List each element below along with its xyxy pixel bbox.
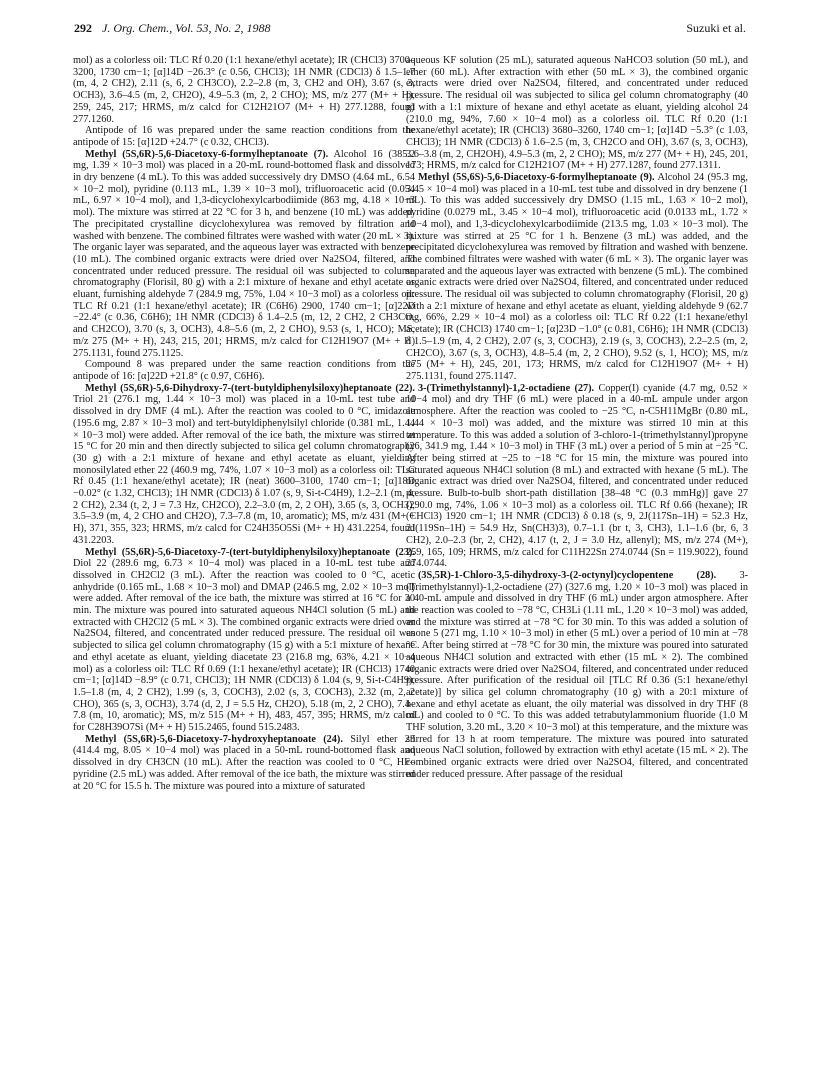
paragraph: [406, 570, 748, 781]
paragraph: [73, 359, 415, 382]
section-heading: Methyl (5S,6R)-5,6-Diacetoxy-7-hydroxyheptanoate (24).: [85, 733, 343, 745]
journal-citation: J. Org. Chem., Vol. 53, No. 2, 1988: [102, 21, 271, 35]
paragraph-text: aqueous KF solution (25 mL), saturated aqueous NaHCO3 solution (50 mL), and ether (60 mL). After extraction with ether (50 mL × 3), the combined organic extracts were dried over Na2SO4, filtered, and concentrated under reduced pressure. The residual oil was subjected to silica gel column chromatography (40 g) with a 1:1 mixture of hexane and ethyl acetate as eluant, yielding alcohol 24 (210.0 mg, 94%, 7.60 × 10−4 mol) as a colorless oil. TLC Rf 0.20 (1:1 hexane/ethyl acetate); IR (CHCl3) 3680–3260, 1740 cm−1; [α]14D −5.3° (c 1.03, CHCl3); 1H NMR (CDCl3) δ 1.6–2.5 (m, 3, CH2CO and OH), 3.67 (s, 3, OCH3), 3.6–3.8 (m, 2, CH2OH), 4.9–5.3 (m, 2, 2 CHO); MS, m/z 277 (M+ + H), 245, 201, 173; HRMS, m/z calcd for C12H21O7 (M+ + H) 277.1287, found 277.1311.: [406, 55, 748, 172]
paragraph-text: Triol 21 (276.1 mg, 1.44 × 10−3 mol) was placed in a 10-mL test tube and dissolved in dry DMF (4 mL). After the reaction was cooled to 0 °C, imidazole (195.6 mg, 2.87 × 10−3 mol) and tert-butyldiphenylsilyl chloride (0.381 mL, 1.44 × 10−3 mol) were added. After removal of the ice bath, the mixture was stirred at 15 °C for 20 min and then directly subjected to silica gel column chromatography (30 g) with a 2:1 mixture of hexane and ethyl acetate as eluant, yielding monosilylated ether 22 (460.9 mg, 74%, 1.07 × 10−3 mol) as a colorless oil: TLC Rf 0.45 (1:1 hexane/ethyl acetate); IR (neat) 3600–3100, 1740 cm−1; [α]18D −0.02° (c 1.32, CHCl3); 1H NMR (CDCl3) δ 1.07 (s, 9, Si-t-C4H9), 1.2–2.1 (m, 4, 2 CH2), 2.34 (t, 2, J = 7.3 Hz, CH2CO), 2.2–3.0 (m, 2, 2 OH), 3.65 (s, 3, OCH3), 3.5–3.9 (m, 4, 2 CHO and CH2O), 7.3–7.8 (m, 10, aromatic); MS, m/z 431 (M+ + H), 371, 355, 323; HRMS, m/z calcd for C24H35O5Si (M+ + H) 431.2254, found 431.2203.: [73, 394, 415, 546]
paragraph-text: Diol 22 (289.6 mg, 6.73 × 10−4 mol) was placed in a 10-mL test tube and dissolved in CH2Cl2 (3 mL). After the reaction was cooled to 0 °C, acetic anhydride (0.165 mL, 1.68 × 10−3 mol) and DMAP (246.5 mg, 2.02 × 10−3 mol) were added. After removal of the ice bath, the mixture was stirred at 16 °C for 30 min. The mixture was poured into saturated aqueous NH4Cl solution (5 mL) and extracted with CH2Cl2 (5 mL × 3). The combined organic extracts were dried over Na2SO4, filtered, and concentrated under reduced pressure. The residual oil was subjected to silica gel column chromatography (15 g) with a 5:1 mixture of hexane and ethyl acetate as eluant, yielding diacetate 23 (216.8 mg, 63%, 4.21 × 10−4 mol) as a colorless oil: TLC Rf 0.69 (1:1 hexane/ethyl acetate); IR (CHCl3) 1740 cm−1; [α]14D −8.9° (c 0.71, CHCl3); 1H NMR (CDCl3) δ 1.04 (s, 9, Si-t-C4H9), 1.5–1.8 (m, 4, 2 CH2), 1.99 (s, 3, COCH3), 2.02 (s, 3, COCH3), 2.32 (m, 2, 2 CHO), 365 (s, 3, OCH3), 3.74 (d, 2, J = 5.5 Hz, CH2O), 5.18 (m, 2, 2 CHO), 7.4–7.8 (m, 10, aromatic); MS, m/z 515 (M+ + H), 483, 457, 395; HRMS, m/z calcd for C28H39O7Si (M+ + H) 515.2465, found 515.2483.: [73, 558, 415, 734]
page-number: 292: [74, 21, 92, 35]
paragraph-text: Copper(I) cyanide (4.7 mg, 0.52 × 10−4 mol) and dry THF (6 mL) were placed in a 40-mL ampule under argon atmosphere. After the reaction was cooled to −25 °C, n-C5H11MgBr (0.80 mL, 1.44 × 10−3 mol) was added, and the mixture was stirred 10 min at this temperature. To this was added a solution of 3-chloro-1-(trimethylstannyl)propyne (26, 341.9 mg, 1.44 × 10−3 mol) in THF (3 mL) over a period of 5 min at −25 °C. After being stirred at −25 to −18 °C for 15 min, the mixture was poured into saturated aqueous NH4Cl solution (8 mL) and extracted with hexane (5 mL). The organic extract was dried over Na2SO4, filtered, and concentrated under reduced pressure. Bulb-to-bulb short-path distillation [38–48 °C (0.3 mmHg)] gave 27 (290.0 mg, 74%, 1.06 × 10−3 mol) as a colorless oil. TLC Rf 0.66 (hexane); IR (CHCl3) 1920 cm−1; 1H NMR (CDCl3) δ 0.18 (s, 9, 2J(117Sn–1H) = 52.3 Hz, 2J(119Sn–1H) = 54.9 Hz, Sn(CH3)3), 0.7–1.1 (br t, 3, CH3), 1.1–1.6 (br, 6, 3 CH2), 2.0–2.3 (br, 2, CH2), 4.17 (t, 2, J = 3.0 Hz, allenyl); MS, m/z 274 (M+), 259, 165, 109; HRMS, m/z calcd for C11H22Sn 274.0744 (Sn = 119.9022), found 274.0744.: [406, 382, 749, 570]
paragraph-text: 3-(Trimethylstannyl)-1,2-octadiene (27) (327.6 mg, 1.20 × 10−3 mol) was placed in a 40-mL ampule and dissolved in dry THF (6 mL) under argon atmosphere. After the reaction was cooled to −78 °C, CH3Li (1.11 mL, 1.20 × 10−3 mol) was added, and the mixture was stirred at −78 °C for 30 min. To this was added a solution of enone 5 (271 mg, 1.10 × 10−3 mol) in ether (5 mL) over a period of 10 min at −78 °C. After being stirred at −78 °C for 30 min, the mixture was poured into saturated aqueous NH4Cl solution and extracted with ether (15 mL × 2). The combined organic extracts were dried over Na2SO4, filtered, and concentrated under reduced pressure. After purification of the residual oil [TLC Rf 0.36 (5:1 hexane/ethyl acetate)] by silica gel column chromatography (10 g) with a 20:1 mixture of hexane and ethyl acetate as eluant, the oily material was dissolved in dry THF (8 mL) and cooled to 0 °C. To this was added tetrabutylammonium fluoride (1.0 M THF solution, 3.20 mL, 3.20 × 10−3 mol) at this temperature, and the mixture was stirred for 13 h at room temperature. The mixture was poured into saturated aqueous NaCl solution, followed by extraction with ethyl acetate (15 mL × 2). The combined organic extracts were dried over Na2SO4, filtered, and concentrated under reduced pressure. After passage of the residual: [406, 569, 748, 780]
section-heading: Methyl (5S,6R)-5,6-Diacetoxy-7-(tert-butyldiphenylsiloxy)heptanoate (23).: [85, 546, 415, 558]
paragraph-text: Antipode of 16 was prepared under the same reaction conditions from the antipode of 15: [α]12D +24.7° (c 0.32, CHCl3).: [73, 125, 415, 148]
section-heading: Methyl (5S,6R)-5,6-Dihydroxy-7-(tert-butyldiphenylsiloxy)heptanoate (22).: [85, 382, 415, 394]
paragraph: [73, 383, 415, 547]
paragraph-text: Silyl ether 23 (414.4 mg, 8.05 × 10−4 mol) was placed in a 50-mL round-bottomed flask and dissolved in dry CH3CN (10 mL). After the reaction was cooled to 0 °C, HF–pyridine (2.5 mL) was added. After removal of the ice bath, the mixture was stirred at 20 °C for 15.5 h. The mixture was poured into a mixture of saturated: [73, 733, 416, 792]
paragraph: [406, 55, 748, 172]
section-heading: 3-(Trimethylstannyl)-1,2-octadiene (27).: [418, 382, 595, 394]
paragraph: [73, 125, 415, 148]
paragraph-text: Alcohol 24 (95.3 mg, 3.45 × 10−4 mol) was placed in a 10-mL test tube and dissolved in dry benzene (1 mL). To this was added successively dry DMSO (1.15 mL, 1.63 × 10−2 mol), pyridine (0.0279 mL, 3.45 × 10−4 mol), trifluoroacetic acid (0.0133 mL, 1.72 × 10−4 mol), and 1,3-dicyclohexylcarbodiimide (213.5 mg, 1.03 × 10−3 mol). The mixture was stirred at 25 °C for 1 h. Benzene (3 mL) was added, and the precipitated dicyclohexylurea was removed by filtration and washed with benzene. The combined filtrates were washed with water (6 mL × 3). The organic layer was separated and the aqueous layer was extracted with benzene (5 mL). The combined organic extracts were dried over Na2SO4, filtered, and concentrated under reduced pressure. The residual oil was subjected to column chromatography (Florisil, 20 g) with a 2:1 mixture of hexane and ethyl acetate as eluant, yielding aldehyde 9 (62.7 mg, 66%, 2.29 × 10−4 mol) as a colorless oil: TLC Rf 0.22 (1:1 hexane/ethyl acetate); IR (CHCl3) 1740 cm−1; [α]23D −1.0° (c 0.81, C6H6); 1H NMR (CDCl3) δ 1.5–1.9 (m, 4, 2 CH2), 2.07 (s, 3, COCH3), 2.19 (s, 3, COCH3), 2.2–2.5 (m, 2, CH2CO), 3.67 (s, 3, OCH3), 4.8–5.4 (m, 2, 2 CHO), 9.52 (s, 1, HCO); MS, m/z 275 (M+ + H), 245, 201, 173; HRMS, m/z calcd for C12H19O7 (M+ + H) 275.1131, found 275.1147.: [406, 172, 748, 382]
section-heading: (3S,5R)-1-Chloro-3,5-dihydroxy-3-(2-octynyl)cyclopentene (28).: [418, 569, 717, 581]
section-heading: Methyl (5S,6R)-5,6-Diacetoxy-6-formylheptanoate (7).: [85, 148, 329, 160]
paragraph: [406, 172, 748, 383]
running-header: [0, 21, 820, 43]
paragraph-text: Alcohol 16 (385.2 mg, 1.39 × 10−3 mol) was placed in a 20-mL round-bottomed flask and dissolved in dry benzene (4 mL). To this was added successively dry DMSO (4.64 mL, 6.54 × 10−2 mol), pyridine (0.113 mL, 1.39 × 10−3 mol), trifluoroacetic acid (0.054 mL, 6.97 × 10−4 mol), and 1,3-dicyclohexylcarbodiimide (863 mg, 4.18 × 10−3 mol). The mixture was stirred at 22 °C for 3 h, and benzene (10 mL) was added. The precipitated crystalline dicyclohexylurea was removed by filtration and washed with benzene. The combined filtrates were washed with water (20 mL × 3). The organic layer was separated, and the aqueous layer was extracted with benzene (10 mL). The combined organic extracts were dried over Na2SO4, filtered, and concentrated under reduced pressure. The residual oil was subjected to column chromatography (Florisil, 80 g) with a 2:1 mixture of hexane and ethyl acetate as eluant, furnishing aldehyde 7 (284.9 mg, 75%, 1.04 × 10−3 mol) as a colorless oil: TLC Rf 0.21 (1:1 hexane/ethyl acetate); IR (C6H6) 2900, 1740 cm−1; [α]22D −22.4° (c 0.36, C6H6); 1H NMR (CDCl3) δ 1.4–2.5 (m, 12, 2 CH2, 2 CH3CO, and CH2CO), 3.70 (s, 3, OCH3), 4.8–5.6 (m, 2, 2 CHO), 9.53 (s, 1, HCO); MS, m/z 275 (M+ + H), 243, 215, 201; HRMS, m/z calcd for C12H19O7 (M+ + H) 275.1131, found 275.1125.: [73, 148, 416, 359]
paragraph: [73, 547, 415, 734]
paragraph-text: Compound 8 was prepared under the same reaction conditions from the antipode of 16: [α]22D +21.8° (c 0.97, C6H6).: [73, 359, 415, 382]
section-heading: Methyl (5S,6S)-5,6-Diacetoxy-6-formylheptanoate (9).: [418, 172, 655, 184]
running-authors: Suzuki et al.: [686, 21, 746, 35]
left-column: [73, 55, 415, 792]
paragraph-text: mol) as a colorless oil: TLC Rf 0.20 (1:1 hexane/ethyl acetate); IR (CHCl3) 3700–3200, 1730 cm−1; [α]14D −26.3° (c 0.56, CHCl3); 1H NMR (CDCl3) δ 1.5–1.7 (m, 4, 2 CH2), 2.11 (s, 6, 2 CH3CO), 2.2–2.8 (m, 3, CH2 and OH), 3.67 (s, 3, OCH3), 3.6–4.5 (m, 2, CH2O), 4.9–5.3 (m, 2, 2 CHO); MS, m/z 277 (M+ + H), 259, 245, 217; HRMS, m/z calcd for C12H21O7 (M+ + H) 277.1288, found 277.1260.: [73, 55, 415, 125]
paragraph: [406, 383, 748, 570]
paragraph: [73, 55, 415, 125]
paragraph: [73, 149, 415, 360]
right-column: [406, 55, 748, 781]
paragraph: [73, 734, 415, 793]
